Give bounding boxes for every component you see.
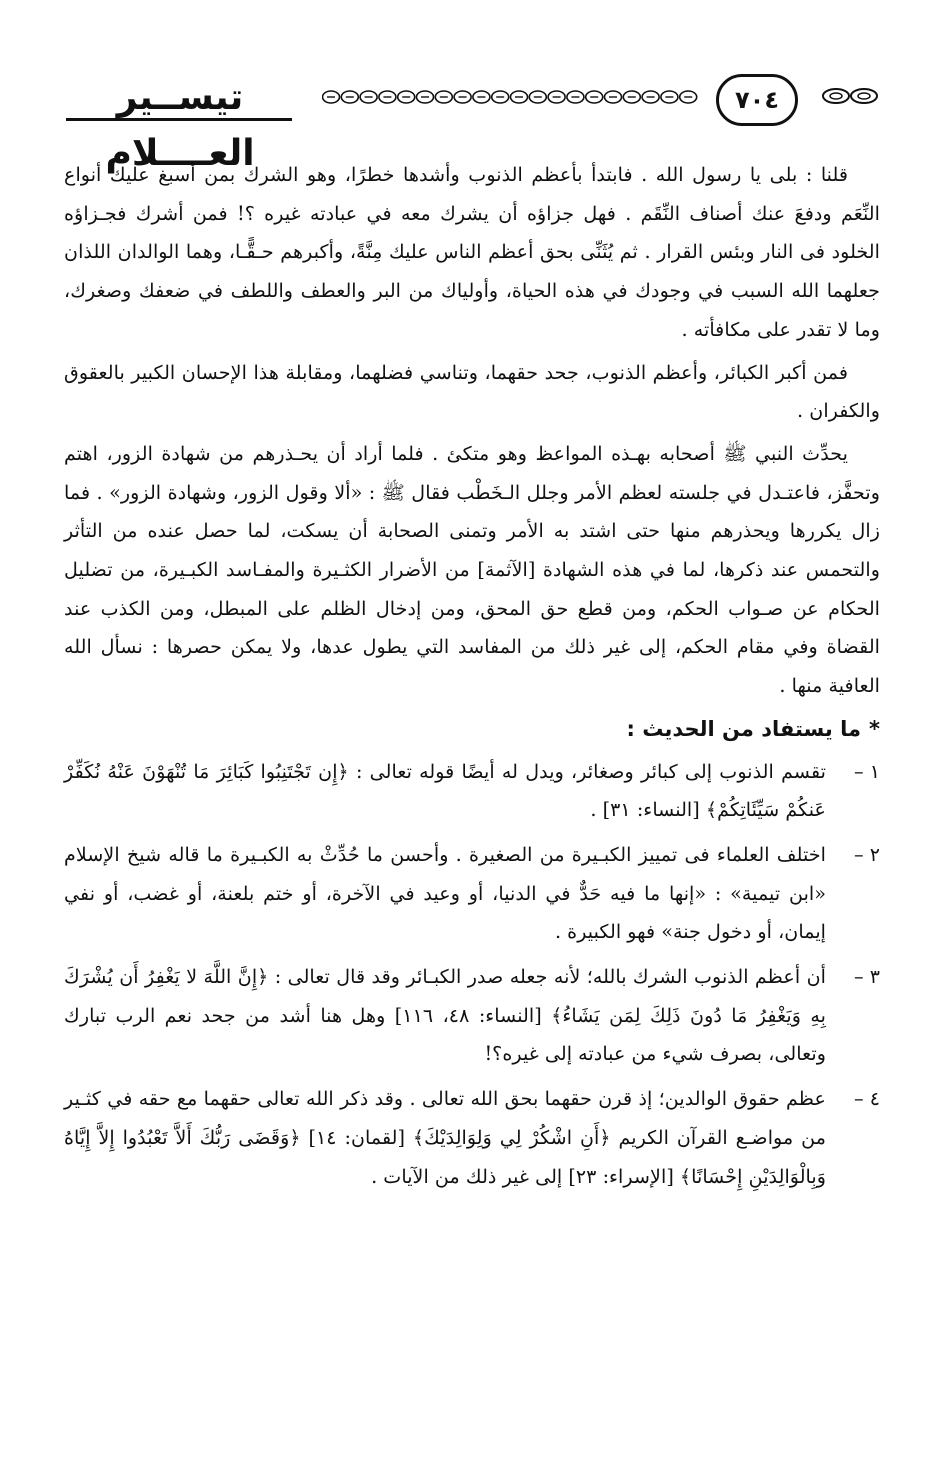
item-text: عظم حقوق الوالدين؛ إذ قرن حقهما بحق الله تعالى . وقد ذكر الله تعالى حقهما مع حقه في كثـير من مواضـع القرآن الكريم ﴿أَنِ اشْكُرْ لِي وَلِوَالِدَيْكَ﴾ [لقمان: ١٤] ﴿وَقَضَى رَبُّكَ أَلاَّ تَعْبُدُوا إِلاَّ إِيَّاهُ وَبِالْوَالِدَيْنِ إِحْسَانًا﴾ [الإسراء: ٢٣] إلى غير ذلك من الآيات . [64,1087,826,1188]
section-title: ما يستفاد من الحديث : [626,716,862,741]
ornament-icon [820,85,880,107]
book-title: تيســير العــــلام [105,77,255,174]
paragraph: يحدِّث النبي ﷺ أصحابه بهـذه المواعظ وهو متكئ . فلما أراد أن يحـذرهم من شهادة الزور، اهتم وتحفَّز، فاعتـدل في جلسته لعظم الأمر وجلل الـخَطْب فقال ﷺ : «ألا وقول الزور، وشهادة الزور» . فما زال يكررها ويحذرهم منها حتى اشتد به الأمر وتمنى الصحابة أن يسكت، لما حصل عنده من التأثر والتحمس عند ذكرها، لما في هذه الشهادة [الآثمة] من الأضرار الكثـيرة والمفـاسد الكبـيرة، من تضليل الحكام عن صـواب الحكم، ومن قطع حق المحق، ومن إدخال الظلم على المبطل، ومن الكذب عند القضاة وفي مقام الحكم، إلى غير ذلك من المفاسد التي يطول عدها، ولا يمكن حصرها : نسأل الله العافية منها . [64,441,880,698]
item-text: أن أعظم الذنوب الشرك بالله؛ لأنه جعله صدر الكبـائر وقد قال تعالى : ﴿إِنَّ اللَّهَ لا يَغْفِرُ أَن يُشْرَكَ بِهِ وَيَغْفِرُ مَا دُونَ ذَلِكَ لِمَن يَشَاءُ﴾ [النساء: ٤٨، ١١٦] وهل هنا أشد من جحد نعم الرب تبارك وتعالى، بصرف شيء من عبادته إلى غيره؟! [64,965,826,1066]
page-number: ٧٠٤ [716,74,798,126]
list-item [64,836,880,952]
list-item [64,753,880,830]
item-number: ٢ – [853,842,880,866]
title-underline [66,118,292,121]
paragraph: قلنا : بلى يا رسول الله . فابتدأ بأعظم الذنوب وأشدها خطرًا، وهو الشرك بمن أسبغ عليك أنواع النِّعَم ودفعَ عنك أصناف النِّقَم . فهل جزاؤه أن يشرك معه في عبادته غيره ؟! فمن أشرك فجـزاؤه الخلود فى النار وبئس القرار . ثم يُثَنِّى بحق أعظم الناس عليك مِنَّةً، وأكبرهم حـقًّـا، وهما الوالدان اللذان جعلهما الله السبب في وجودك في هذه الحياة، وأولياك من البر والعطف واللطف في ضعفك وصغرك، وما لا تقدر على مكافأته . [64,163,880,341]
ornament-border-icon [322,86,700,108]
item-text: اختلف العلماء فى تمييز الكبـيرة من الصغيرة . وأحسن ما حُدِّثْ به الكبـيرة ما قاله شيخ الإسلام «ابن تيمية» : «إنها ما فيه حَدٌّ في الدنيا، أو وعيد في الآخرة، أو ختم بلعنة، أو غضب، أو نفي إيمان، أو دخول جنة» فهو الكبيرة . [64,842,826,944]
item-text: تقسم الذنوب إلى كبائر وصغائر، ويدل له أيضًا قوله تعالى : ﴿إِن تَجْتَنِبُوا كَبَائِرَ مَا تُنْهَوْنَ عَنْهُ نُكَفِّرْ عَنكُمْ سَيِّئَاتِكُمْ﴾ [النساء: ٣١] . [64,759,826,822]
page-body [64,156,880,1202]
list-item [64,1080,880,1196]
item-number: ١ – [853,759,880,783]
section-heading [64,710,880,749]
asterisk-icon: * [869,716,880,741]
list-item [64,958,880,1074]
page-header [64,70,880,174]
item-number: ٤ – [853,1087,880,1111]
item-number: ٣ – [853,965,880,989]
paragraph: فمن أكبر الكبائر، وأعظم الذنوب، جحد حقهما، وتناسي فضلهما، ومقابلة هذا الإحسان الكبير بالعقوق والكفران . [64,360,880,423]
